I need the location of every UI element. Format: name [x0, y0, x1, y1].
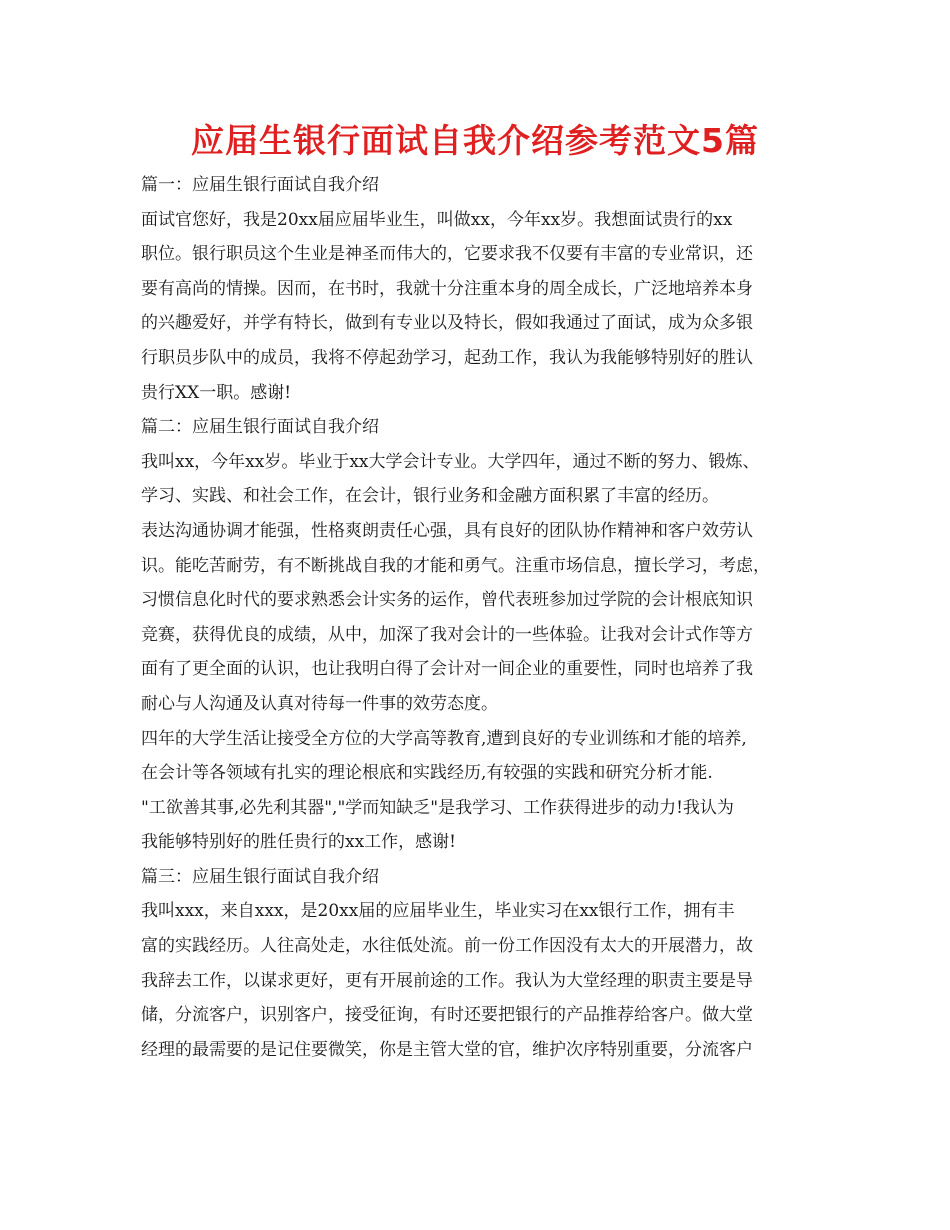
paragraph-line: 贵行XX一职。感谢! [141, 382, 292, 403]
paragraph-line: 行职员步队中的成员，我将不停起劲学习，起劲工作，我认为我能够特别好的胜认 [141, 347, 753, 368]
section-heading-1: 篇一：应届生银行面试自我介绍 [141, 175, 379, 195]
section-heading-2: 篇二：应届生银行面试自我介绍 [141, 417, 379, 438]
paragraph-line: 在会计等各领域有扎实的理论根底和实践经历,有较强的实践和研究分析才能. [141, 763, 713, 784]
paragraph-line: 学习、实践、和社会工作，在会计，银行业务和金融方面积累了丰富的经历。 [141, 486, 719, 507]
paragraph-line: 竞赛，获得优良的成绩，从中，加深了我对会计的一些体验。让我对会计式作等方 [141, 624, 753, 645]
paragraph-line: 我能够特别好的胜任贵行的xx工作，感谢! [141, 832, 457, 853]
paragraph-line: 面试官您好，我是20xx届应届毕业生，叫做xx，今年xx岁。我想面试贵行的xx [141, 209, 733, 230]
document-body [141, 168, 813, 1067]
paragraph-line: 识。能吃苦耐劳，有不断挑战自我的才能和勇气。注重市场信息，擅长学习，考虑， [141, 555, 770, 576]
paragraph-line: 表达沟通协调才能强，性格爽朗责任心强，具有良好的团队协作精神和客户效劳认 [141, 520, 753, 541]
paragraph-line: 经理的最需要的是记住要微笑，你是主管大堂的官，维护次序特别重要，分流客户 [141, 1039, 753, 1060]
paragraph-line: 储，分流客户，识别客户，接受征询，有时还要把银行的产品推荐给客户。做大堂 [141, 1005, 753, 1026]
document-title: 应届生银行面试自我介绍参考范文5篇 [191, 121, 759, 160]
section-heading-3: 篇三：应届生银行面试自我介绍 [141, 866, 379, 887]
paragraph-line: 耐心与人沟通及认真对待每一件事的效劳态度。 [141, 693, 498, 714]
paragraph-line: 的兴趣爱好，并学有特长，做到有专业以及特长，假如我通过了面试，成为众多银 [141, 313, 753, 334]
paragraph-line: 我叫xxx，来自xxx，是20xx届的应届毕业生，毕业实习在xx银行工作，拥有丰 [141, 901, 735, 922]
paragraph-line: 面有了更全面的认识，也让我明白得了会计对一间企业的重要性，同时也培养了我 [141, 659, 753, 680]
paragraph-line: 四年的大学生活让接受全方位的大学高等教育,遭到良好的专业训练和才能的培养, [141, 728, 747, 749]
paragraph-line: "工欲善其事,必先利其器","学而知缺乏"是我学习、工作获得进步的动力!我认为 [141, 797, 734, 818]
paragraph-line: 职位。银行职员这个生业是神圣而伟大的，它要求我不仅要有丰富的专业常识，还 [141, 244, 753, 265]
paragraph-line: 要有高尚的情操。因而，在书时，我就十分注重本身的周全成长，广泛地培养本身 [141, 278, 753, 299]
paragraph-line: 我辞去工作，以谋求更好，更有开展前途的工作。我认为大堂经理的职责主要是导 [141, 970, 753, 991]
paragraph-line: 习惯信息化时代的要求熟悉会计实务的运作，曾代表班参加过学院的会计根底知识 [141, 590, 753, 611]
paragraph-line: 富的实践经历。人往高处走，水往低处流。前一份工作因没有太大的开展潜力，故 [141, 936, 753, 957]
paragraph-line: 我叫xx，今年xx岁。毕业于xx大学会计专业。大学四年，通过不断的努力、锻炼、 [141, 451, 760, 472]
